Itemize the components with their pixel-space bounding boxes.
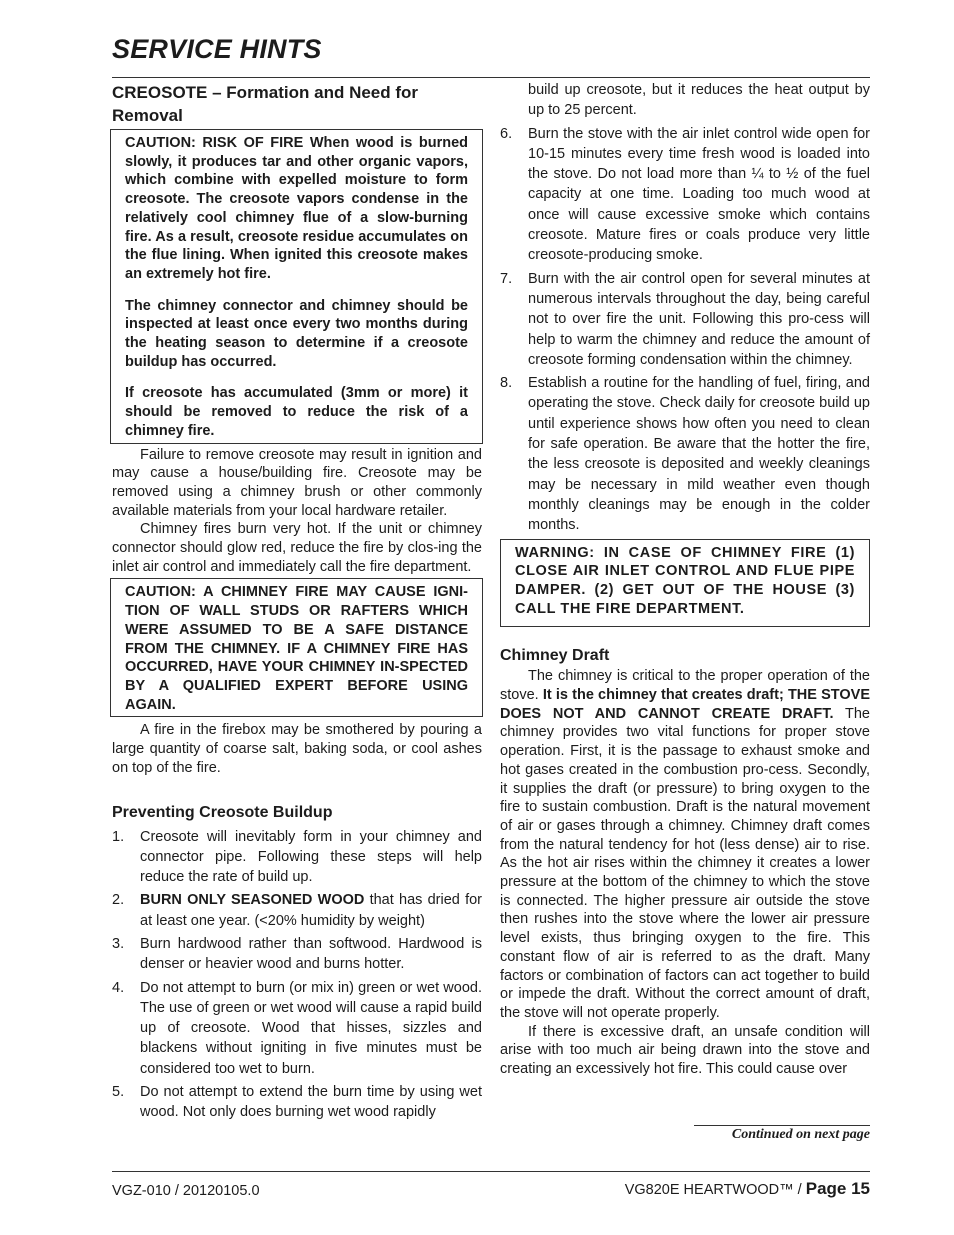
caution-box-chimney-fire	[110, 578, 483, 717]
list-item: 7. Burn with the air control open for several minutes at numerous intervals throughout the day, being careful not to over fire the unit. Following this pro-cess will help to warm the chimney and reduce the amount of creosote forming condensation within the chimney.	[500, 270, 870, 368]
creosote-heading: CREOSOTE – Formation and Need for Removal	[112, 83, 419, 125]
caution-text-1: CAUTION: RISK OF FIRE When wood is burned slowly, it produces tar and other organic vapors, which combine with expelled moisture to form creosote. The creosote vapors condense in the relatively cool chimney flue of a slow-burning fire. As a result, creosote residue accumulates on the flue lining. When ignited this creosote makes an extremely hot fire.	[125, 135, 468, 282]
page-title: SERVICE HINTS	[112, 34, 322, 64]
creosote-paragraph-1: Failure to remove creosote may result in ignition and may cause a house/building fire. Creosote may be removed using a chimney brush or other commonly available materials from your local hardware retailer.	[112, 446, 482, 519]
draft-paragraph-2: If there is excessive draft, an unsafe condition will arise with too much air being drawn into the stove and creating an excessively hot fire. This could cause over	[500, 1023, 870, 1078]
caution-box-risk-of-fire	[110, 129, 483, 444]
caution-text-2: The chimney connector and chimney should be inspected at least once every two months during the heating season to determine if a creosote buildup has occurred.	[125, 297, 468, 370]
caution-text-3: If creosote has accumulated (3mm or more) it should be removed to reduce the risk of a chimney fire.	[125, 385, 468, 439]
continued-rule	[694, 1125, 870, 1126]
chimney-draft-heading: Chimney Draft	[500, 647, 610, 665]
list-item: 2. BURN ONLY SEASONED WOOD that has dried for at least one year. (<20% humidity by weight)	[112, 892, 483, 929]
draft-paragraph-1: The chimney is critical to the proper operation of the stove. It is the chimney that creates draft; THE STOVE DOES NOT AND CANNOT CREATE DRAFT. The chimney provides two vital functions for proper stove operation. First, it is the passage to exhaust smoke and hot gases created in the combustion pro-cess. Secondly, it supplies the draft (or pressure) to bring oxygen to the fire to sustain combustion. Draft is the natural movement of air or gases through a chimney. Chimney draft comes from the natural tendency for hot (less dense) air to rise. As the hot air rises within the chimney it creates a lower pressure at the bottom of the chimney to which the stove is connected. The higher pressure air outside the stove then rushes into the stove where the lower air pressure level exists, thus bringing oxygen to the fire. This constant flow of air is referred to as the draft. Many factors or combination of factors can act together to build or impede the draft. Without the correct amount of draft, the stove will not operate properly.	[500, 668, 870, 1021]
preventing-list-continued	[500, 80, 870, 536]
list-item: 6. Burn the stove with the air inlet control wide open for 10-15 minutes every time fresh wood is loaded into the stove. Do not load more than ¼ to ½ of the fuel capacity at one time. Loading too much wood at once will cause excessive smoke which contains creosote. Mature fires or coals produce very little creosote-producing smoke.	[500, 125, 870, 264]
list-item: 8. Establish a routine for the handling of fuel, firing, and operating the stove. Check daily for creosote build up until experience shows how often you need to clean for safe operation. Be aware that the hotter the fire, the less creosote is deposited and weekly cleanings may be necessary in mild weather even though monthly cleanings may be enough in the colder months.	[500, 375, 870, 534]
footer-page-label: VG820E HEARTWOOD™ / Page 15	[624, 1179, 870, 1198]
warning-text: WARNING: IN CASE OF CHIMNEY FIRE (1) CLOSE AIR INLET CONTROL AND FLUE PIPE DAMPER. (2) GET OUT OF THE HOUSE (3) CALL THE FIRE DEPARTMENT.	[515, 544, 855, 617]
preventing-heading: Preventing Creosote Buildup	[112, 803, 333, 821]
page-number: Page 15	[805, 1179, 870, 1198]
list-item: 5. Do not attempt to extend the burn time by using wet wood. Not only does burning wet wood rapidly	[112, 1084, 482, 1121]
left-column	[112, 80, 482, 1126]
creosote-paragraph-2: Chimney fires burn very hot. If the unit or chimney connector should glow red, reduce the fire by clos-ing the inlet air control and immediately call the fire department.	[112, 521, 482, 575]
header-rule	[112, 77, 870, 78]
warning-box	[500, 539, 870, 628]
list-item: 3. Burn hardwood rather than softwood. Hardwood is denser or heavier wood and burns hotter.	[112, 935, 482, 973]
list-item: 4. Do not attempt to burn (or mix in) green or wet wood. The use of green or wet wood will cause a rapid build up of creosote. Wood that hisses, sizzles and blackens without igniting in five minutes must be considered too wet to burn.	[112, 979, 482, 1077]
caution-chimney-fire-text: CAUTION: A CHIMNEY FIRE MAY CAUSE IGNI-TION OF WALL STUDS OR RAFTERS WHICH WERE ASSUMED TO BE A SAFE DISTANCE FROM THE CHIMNEY. IF A CHIMNEY FIRE HAS OCCURRED, HAVE YOUR CHIMNEY IN-SPECTED BY A QUALIFIED EXPERT BEFORE USING AGAIN.	[125, 584, 468, 713]
continued-note: Continued on next page	[731, 1127, 870, 1142]
footer-doc-id: VGZ-010 / 20120105.0	[112, 1183, 260, 1199]
footer-rule	[112, 1171, 870, 1172]
right-column	[500, 80, 870, 1079]
list-item: 1. Creosote will inevitably form in your chimney and connector pipe. Following these steps will help reduce the rate of build up.	[112, 828, 482, 886]
preventing-list	[112, 827, 482, 1123]
list-item-continued: build up creosote, but it reduces the heat output by up to 25 percent.	[528, 82, 870, 119]
creosote-paragraph-3: A fire in the firebox may be smothered by pouring a large quantity of coarse salt, baking soda, or cool ashes on top of the fire.	[112, 722, 482, 776]
